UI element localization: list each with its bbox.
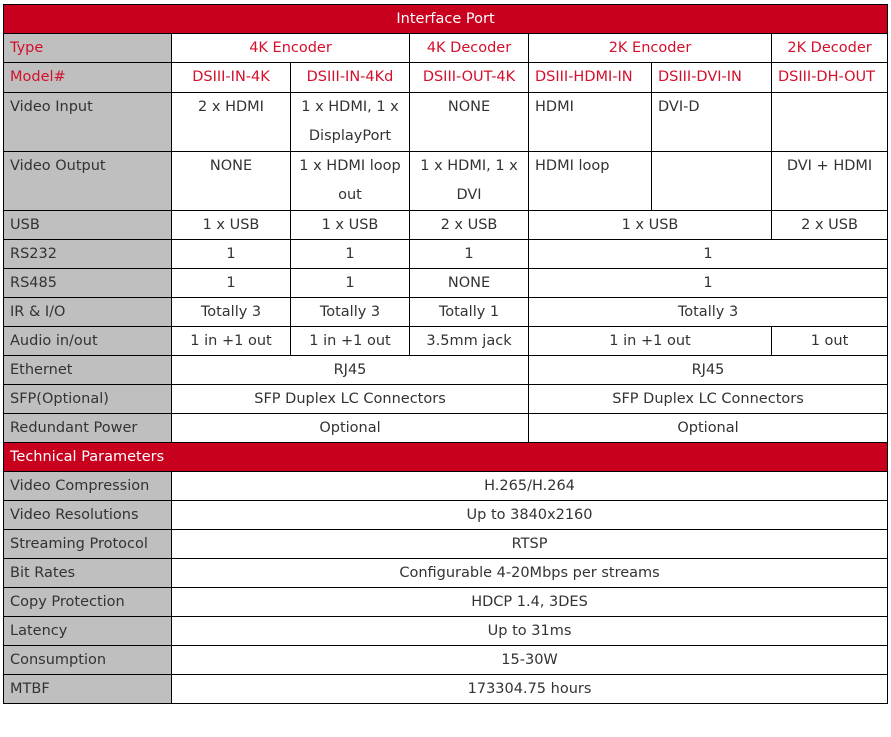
spec-cell: 1 (291, 269, 410, 298)
spec-cell: 1 (172, 240, 291, 269)
spec-cell: 1 (529, 269, 888, 298)
spec-cell: 1 x USB (529, 211, 772, 240)
technical-parameters-header-row (4, 443, 888, 472)
tech-row (4, 501, 888, 530)
interface-port-header-row (4, 5, 888, 34)
spec-cell: Totally 3 (529, 298, 888, 327)
spec-cell: RJ45 (529, 356, 888, 385)
audio-label: Audio in/out (4, 327, 172, 356)
video-output-row (4, 152, 888, 211)
spec-cell: Totally 3 (291, 298, 410, 327)
tech-row (4, 559, 888, 588)
spec-cell: NONE (410, 93, 529, 152)
spec-cell: 1 in +1 out (172, 327, 291, 356)
spec-cell: 1 (410, 240, 529, 269)
tech-label: Copy Protection (4, 588, 172, 617)
video-input-row (4, 93, 888, 152)
tech-row (4, 675, 888, 704)
ethernet-label: Ethernet (4, 356, 172, 385)
spec-cell: SFP Duplex LC Connectors (172, 385, 529, 414)
tech-row (4, 530, 888, 559)
tech-value: 173304.75 hours (172, 675, 888, 704)
rs485-row (4, 269, 888, 298)
model-cell: DSIII-DVI-IN (652, 63, 772, 93)
tech-row (4, 472, 888, 501)
spec-cell: 1 x USB (172, 211, 291, 240)
spec-cell: 1 (291, 240, 410, 269)
spec-cell: RJ45 (172, 356, 529, 385)
spec-cell: 1 (172, 269, 291, 298)
spec-cell: 1 x HDMI, 1 x DVI (410, 152, 529, 211)
spec-cell: Totally 1 (410, 298, 529, 327)
model-cell: DSIII-IN-4K (172, 63, 291, 93)
usb-row (4, 211, 888, 240)
tech-label: Video Resolutions (4, 501, 172, 530)
rs232-row (4, 240, 888, 269)
spec-cell: 1 x HDMI loop out (291, 152, 410, 211)
video-output-label: Video Output (4, 152, 172, 211)
rs485-label: RS485 (4, 269, 172, 298)
spec-cell: 2 x HDMI (172, 93, 291, 152)
spec-cell: 2 x USB (772, 211, 888, 240)
spec-cell (652, 152, 772, 211)
sfp-row (4, 385, 888, 414)
interface-port-title: Interface Port (4, 5, 888, 34)
tech-row (4, 646, 888, 675)
tech-label: Video Compression (4, 472, 172, 501)
spec-cell: 3.5mm jack (410, 327, 529, 356)
type-4k-decoder: 4K Decoder (410, 34, 529, 63)
spec-table (3, 4, 888, 704)
tech-row (4, 617, 888, 646)
spec-cell: Totally 3 (172, 298, 291, 327)
model-cell: DSIII-OUT-4K (410, 63, 529, 93)
video-input-label: Video Input (4, 93, 172, 152)
tech-value: H.265/H.264 (172, 472, 888, 501)
spec-cell: 1 (529, 240, 888, 269)
type-label: Type (4, 34, 172, 63)
spec-cell: 1 x USB (291, 211, 410, 240)
redundant-power-label: Redundant Power (4, 414, 172, 443)
type-2k-decoder: 2K Decoder (772, 34, 888, 63)
tech-value: Configurable 4-20Mbps per streams (172, 559, 888, 588)
ir-io-label: IR & I/O (4, 298, 172, 327)
spec-cell: 1 out (772, 327, 888, 356)
spec-cell: Optional (529, 414, 888, 443)
spec-cell: DVI + HDMI (772, 152, 888, 211)
redundant-power-row (4, 414, 888, 443)
spec-cell: 1 in +1 out (529, 327, 772, 356)
model-cell: DSIII-DH-OUT (772, 63, 888, 93)
tech-label: Latency (4, 617, 172, 646)
usb-label: USB (4, 211, 172, 240)
tech-label: Bit Rates (4, 559, 172, 588)
type-4k-encoder: 4K Encoder (172, 34, 410, 63)
model-cell: DSIII-HDMI-IN (529, 63, 652, 93)
spec-cell: 1 in +1 out (291, 327, 410, 356)
technical-parameters-title: Technical Parameters (4, 443, 888, 472)
ethernet-row (4, 356, 888, 385)
audio-row (4, 327, 888, 356)
type-2k-encoder: 2K Encoder (529, 34, 772, 63)
ir-io-row (4, 298, 888, 327)
model-label: Model# (4, 63, 172, 93)
tech-value: HDCP 1.4, 3DES (172, 588, 888, 617)
spec-cell: NONE (410, 269, 529, 298)
tech-value: Up to 31ms (172, 617, 888, 646)
spec-cell: Optional (172, 414, 529, 443)
tech-value: 15-30W (172, 646, 888, 675)
spec-cell (772, 93, 888, 152)
model-row (4, 63, 888, 93)
tech-row (4, 588, 888, 617)
tech-value: Up to 3840x2160 (172, 501, 888, 530)
tech-value: RTSP (172, 530, 888, 559)
spec-cell: 2 x USB (410, 211, 529, 240)
spec-cell: HDMI (529, 93, 652, 152)
spec-cell: SFP Duplex LC Connectors (529, 385, 888, 414)
type-row (4, 34, 888, 63)
spec-cell: NONE (172, 152, 291, 211)
tech-label: MTBF (4, 675, 172, 704)
spec-cell: HDMI loop (529, 152, 652, 211)
spec-cell: 1 x HDMI, 1 x DisplayPort (291, 93, 410, 152)
model-cell: DSIII-IN-4Kd (291, 63, 410, 93)
rs232-label: RS232 (4, 240, 172, 269)
tech-label: Streaming Protocol (4, 530, 172, 559)
sfp-label: SFP(Optional) (4, 385, 172, 414)
spec-cell: DVI-D (652, 93, 772, 152)
tech-label: Consumption (4, 646, 172, 675)
